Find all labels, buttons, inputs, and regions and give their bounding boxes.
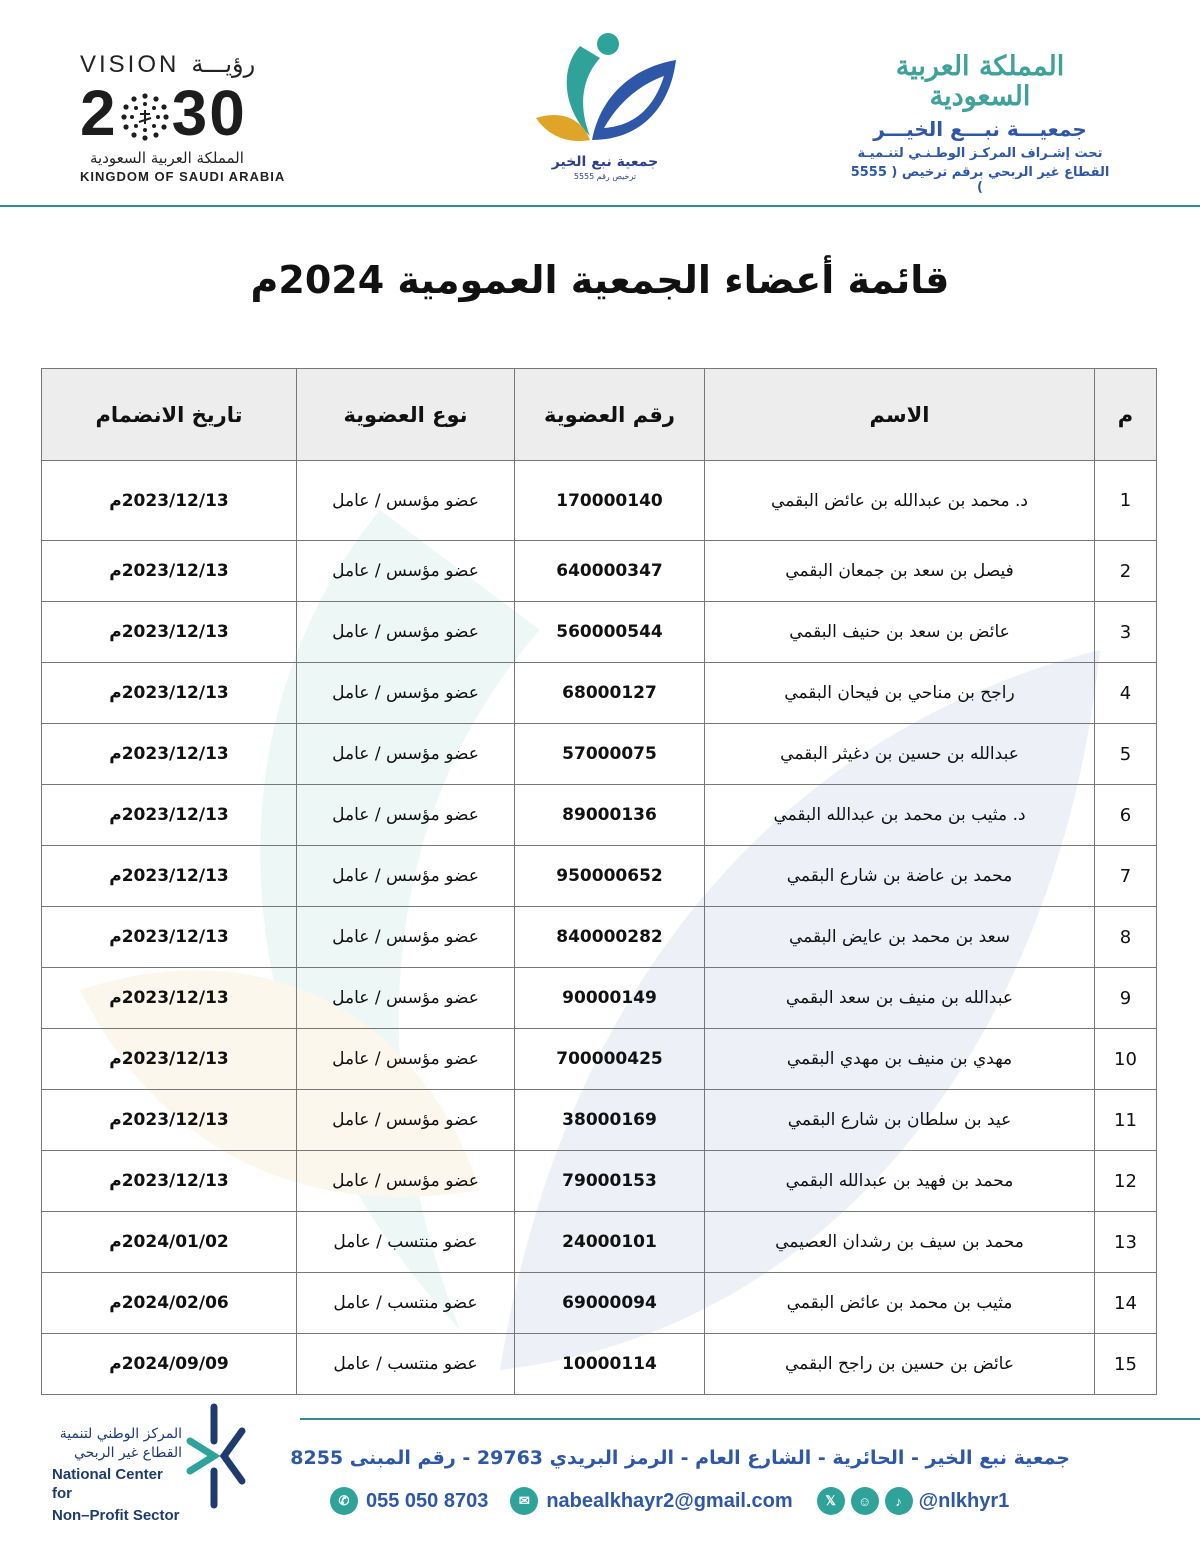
ncnp-mark-icon — [184, 1401, 248, 1511]
header-name: الاسم — [705, 369, 1095, 461]
org-info-block — [850, 52, 1110, 195]
membership-type: عضو مؤسس / عامل — [297, 785, 515, 846]
footer-divider — [300, 1418, 1200, 1420]
tiktok-icon[interactable]: ♪ — [885, 1487, 913, 1515]
footer-contacts — [330, 1485, 1070, 1517]
social-handle[interactable]: @nlkhyr1 — [918, 1489, 1010, 1512]
membership-type: عضو مؤسس / عامل — [297, 461, 515, 541]
x-icon[interactable]: 𝕏 — [817, 1487, 845, 1515]
table-row — [42, 1273, 1157, 1334]
leaf-logo-icon — [530, 28, 680, 158]
join-date: 2023/12/13م — [42, 846, 297, 907]
join-date: 2024/01/02م — [42, 1212, 297, 1273]
org-name: جمعيـــة نبـــع الخيـــر — [873, 117, 1087, 142]
member-name: عبدالله بن منيف بن سعد البقمي — [705, 968, 1095, 1029]
footer-address: جمعية نبع الخير - الحائرية - الشارع العام - الرمز البريدي 29763 - رقم المبنى 8255 — [290, 1447, 1070, 1469]
join-date: 2023/12/13م — [42, 1029, 297, 1090]
row-number: 8 — [1095, 907, 1157, 968]
association-logo — [520, 28, 690, 198]
member-name: مثيب بن محمد بن عائض البقمي — [705, 1273, 1095, 1334]
logo-name: جمعية نبع الخير — [551, 154, 659, 170]
row-number: 13 — [1095, 1212, 1157, 1273]
row-number: 14 — [1095, 1273, 1157, 1334]
social-contacts — [817, 1487, 1010, 1515]
membership-type: عضو مؤسس / عامل — [297, 1029, 515, 1090]
ncnp-en-line-2: Non–Profit Sector — [52, 1506, 180, 1524]
join-date: 2023/12/13م — [42, 1151, 297, 1212]
member-id: 90000149 — [515, 968, 705, 1029]
join-date: 2023/12/13م — [42, 461, 297, 541]
row-number: 7 — [1095, 846, 1157, 907]
table-row — [42, 1334, 1157, 1395]
membership-type: عضو مؤسس / عامل — [297, 968, 515, 1029]
member-name: عيد بن سلطان بن شارع البقمي — [705, 1090, 1095, 1151]
join-date: 2023/12/13م — [42, 663, 297, 724]
member-name: عائض بن سعد بن حنيف البقمي — [705, 602, 1095, 663]
row-number: 2 — [1095, 541, 1157, 602]
membership-type: عضو مؤسس / عامل — [297, 541, 515, 602]
member-name: د. محمد بن عبدالله بن عائض البقمي — [705, 461, 1095, 541]
member-name: راجح بن مناحي بن فيحان البقمي — [705, 663, 1095, 724]
org-supervision-text: تحت إشـراف المركـز الوطـنـي لتنـميـة — [857, 146, 1103, 162]
membership-type: عضو مؤسس / عامل — [297, 907, 515, 968]
ncnp-logo — [52, 1401, 252, 1524]
table-row — [42, 1151, 1157, 1212]
table-body — [42, 461, 1157, 1395]
member-id: 68000127 — [515, 663, 705, 724]
table-row — [42, 724, 1157, 785]
membership-type: عضو مؤسس / عامل — [297, 1151, 515, 1212]
member-name: عائض بن حسين بن راجح البقمي — [705, 1334, 1095, 1395]
membership-type: عضو منتسب / عامل — [297, 1334, 515, 1395]
member-id: 89000136 — [515, 785, 705, 846]
membership-type: عضو مؤسس / عامل — [297, 846, 515, 907]
join-date: 2023/12/13م — [42, 602, 297, 663]
org-license-text: القطاع غير الربحي برقم ترخيص ( 5555 ) — [850, 165, 1110, 196]
join-date: 2023/12/13م — [42, 1090, 297, 1151]
member-id: 170000140 — [515, 461, 705, 541]
email-contact[interactable] — [510, 1487, 792, 1515]
email-address: nabealkhayr2@gmail.com — [546, 1489, 793, 1512]
join-date: 2023/12/13م — [42, 724, 297, 785]
ncnp-ar-line-2: القطاع غير الربحي — [74, 1444, 182, 1461]
row-number: 15 — [1095, 1334, 1157, 1395]
join-date: 2023/12/13م — [42, 907, 297, 968]
row-number: 4 — [1095, 663, 1157, 724]
join-date: 2023/12/13م — [42, 541, 297, 602]
table-row — [42, 1212, 1157, 1273]
member-id: 79000153 — [515, 1151, 705, 1212]
phone-number: 055 050 8703 — [366, 1489, 489, 1512]
membership-type: عضو مؤسس / عامل — [297, 724, 515, 785]
member-name: مهدي بن منيف بن مهدي البقمي — [705, 1029, 1095, 1090]
table-row — [42, 907, 1157, 968]
table-header-row — [42, 369, 1157, 461]
vision-year-digit: 2 — [80, 77, 118, 149]
member-name: فيصل بن سعد بن جمعان البقمي — [705, 541, 1095, 602]
vision-word: VISION — [80, 50, 180, 78]
row-number: 1 — [1095, 461, 1157, 541]
vision-year-digits: 30 — [171, 77, 247, 149]
member-id: 38000169 — [515, 1090, 705, 1151]
row-number: 5 — [1095, 724, 1157, 785]
ncnp-ar-line-1: المركز الوطني لتنمية — [59, 1426, 182, 1442]
member-id: 24000101 — [515, 1212, 705, 1273]
membership-type: عضو منتسب / عامل — [297, 1212, 515, 1273]
table-row — [42, 541, 1157, 602]
join-date: 2024/09/09م — [42, 1334, 297, 1395]
vision-kingdom-en: KINGDOM OF SAUDI ARABIA — [80, 169, 286, 184]
member-id: 640000347 — [515, 541, 705, 602]
header-num: م — [1095, 369, 1157, 461]
page-title: قائمة أعضاء الجمعية العمومية 2024م — [250, 258, 950, 302]
member-id: 950000652 — [515, 846, 705, 907]
email-icon: ✉ — [510, 1487, 538, 1515]
logo-license: ترخيص رقم 5555 — [573, 172, 637, 181]
member-name: محمد بن فهيد بن عبدالله البقمي — [705, 1151, 1095, 1212]
table-row — [42, 1090, 1157, 1151]
members-table-wrapper — [42, 368, 1157, 1395]
header-divider — [0, 205, 1200, 207]
snapchat-icon[interactable]: ☺ — [851, 1487, 879, 1515]
vision-kingdom-ar: المملكة العربية السعودية — [90, 149, 244, 167]
vision-ar-word: رؤيـــة — [191, 51, 256, 78]
member-name: د. مثيب بن محمد بن عبدالله البقمي — [705, 785, 1095, 846]
header-membership-type: نوع العضوية — [297, 369, 515, 461]
phone-contact[interactable] — [330, 1487, 488, 1515]
table-row — [42, 1029, 1157, 1090]
member-name: محمد بن سيف بن رشدان العصيمي — [705, 1212, 1095, 1273]
join-date: 2023/12/13م — [42, 968, 297, 1029]
member-id: 700000425 — [515, 1029, 705, 1090]
table-row — [42, 968, 1157, 1029]
membership-type: عضو مؤسس / عامل — [297, 602, 515, 663]
member-name: محمد بن عاضة بن شارع البقمي — [705, 846, 1095, 907]
row-number: 9 — [1095, 968, 1157, 1029]
member-id: 57000075 — [515, 724, 705, 785]
table-row — [42, 461, 1157, 541]
join-date: 2024/02/06م — [42, 1273, 297, 1334]
join-date: 2023/12/13م — [42, 785, 297, 846]
membership-type: عضو مؤسس / عامل — [297, 1090, 515, 1151]
row-number: 12 — [1095, 1151, 1157, 1212]
table-row — [42, 785, 1157, 846]
member-id: 840000282 — [515, 907, 705, 968]
membership-type: عضو مؤسس / عامل — [297, 663, 515, 724]
emblem-dots-icon — [120, 88, 170, 138]
row-number: 11 — [1095, 1090, 1157, 1151]
ncnp-en-line-1: National Center for — [52, 1465, 163, 1503]
table-row — [42, 602, 1157, 663]
page-footer — [0, 1395, 1200, 1552]
member-name: عبدالله بن حسين بن دغيثر البقمي — [705, 724, 1095, 785]
member-id: 560000544 — [515, 602, 705, 663]
header-join-date: تاريخ الانضمام — [42, 369, 297, 461]
membership-type: عضو منتسب / عامل — [297, 1273, 515, 1334]
whatsapp-icon: ✆ — [330, 1487, 358, 1515]
org-kingdom-text: المملكة العربية السعودية — [895, 51, 1065, 112]
member-id: 69000094 — [515, 1273, 705, 1334]
row-number: 10 — [1095, 1029, 1157, 1090]
vision-year — [80, 77, 340, 149]
row-number: 6 — [1095, 785, 1157, 846]
page-header — [0, 0, 1200, 210]
member-name: سعد بن محمد بن عايض البقمي — [705, 907, 1095, 968]
table-row — [42, 663, 1157, 724]
header-member-id: رقم العضوية — [515, 369, 705, 461]
row-number: 3 — [1095, 602, 1157, 663]
members-table — [41, 368, 1157, 1395]
vision-2030-logo — [80, 50, 340, 184]
table-row — [42, 846, 1157, 907]
member-id: 10000114 — [515, 1334, 705, 1395]
